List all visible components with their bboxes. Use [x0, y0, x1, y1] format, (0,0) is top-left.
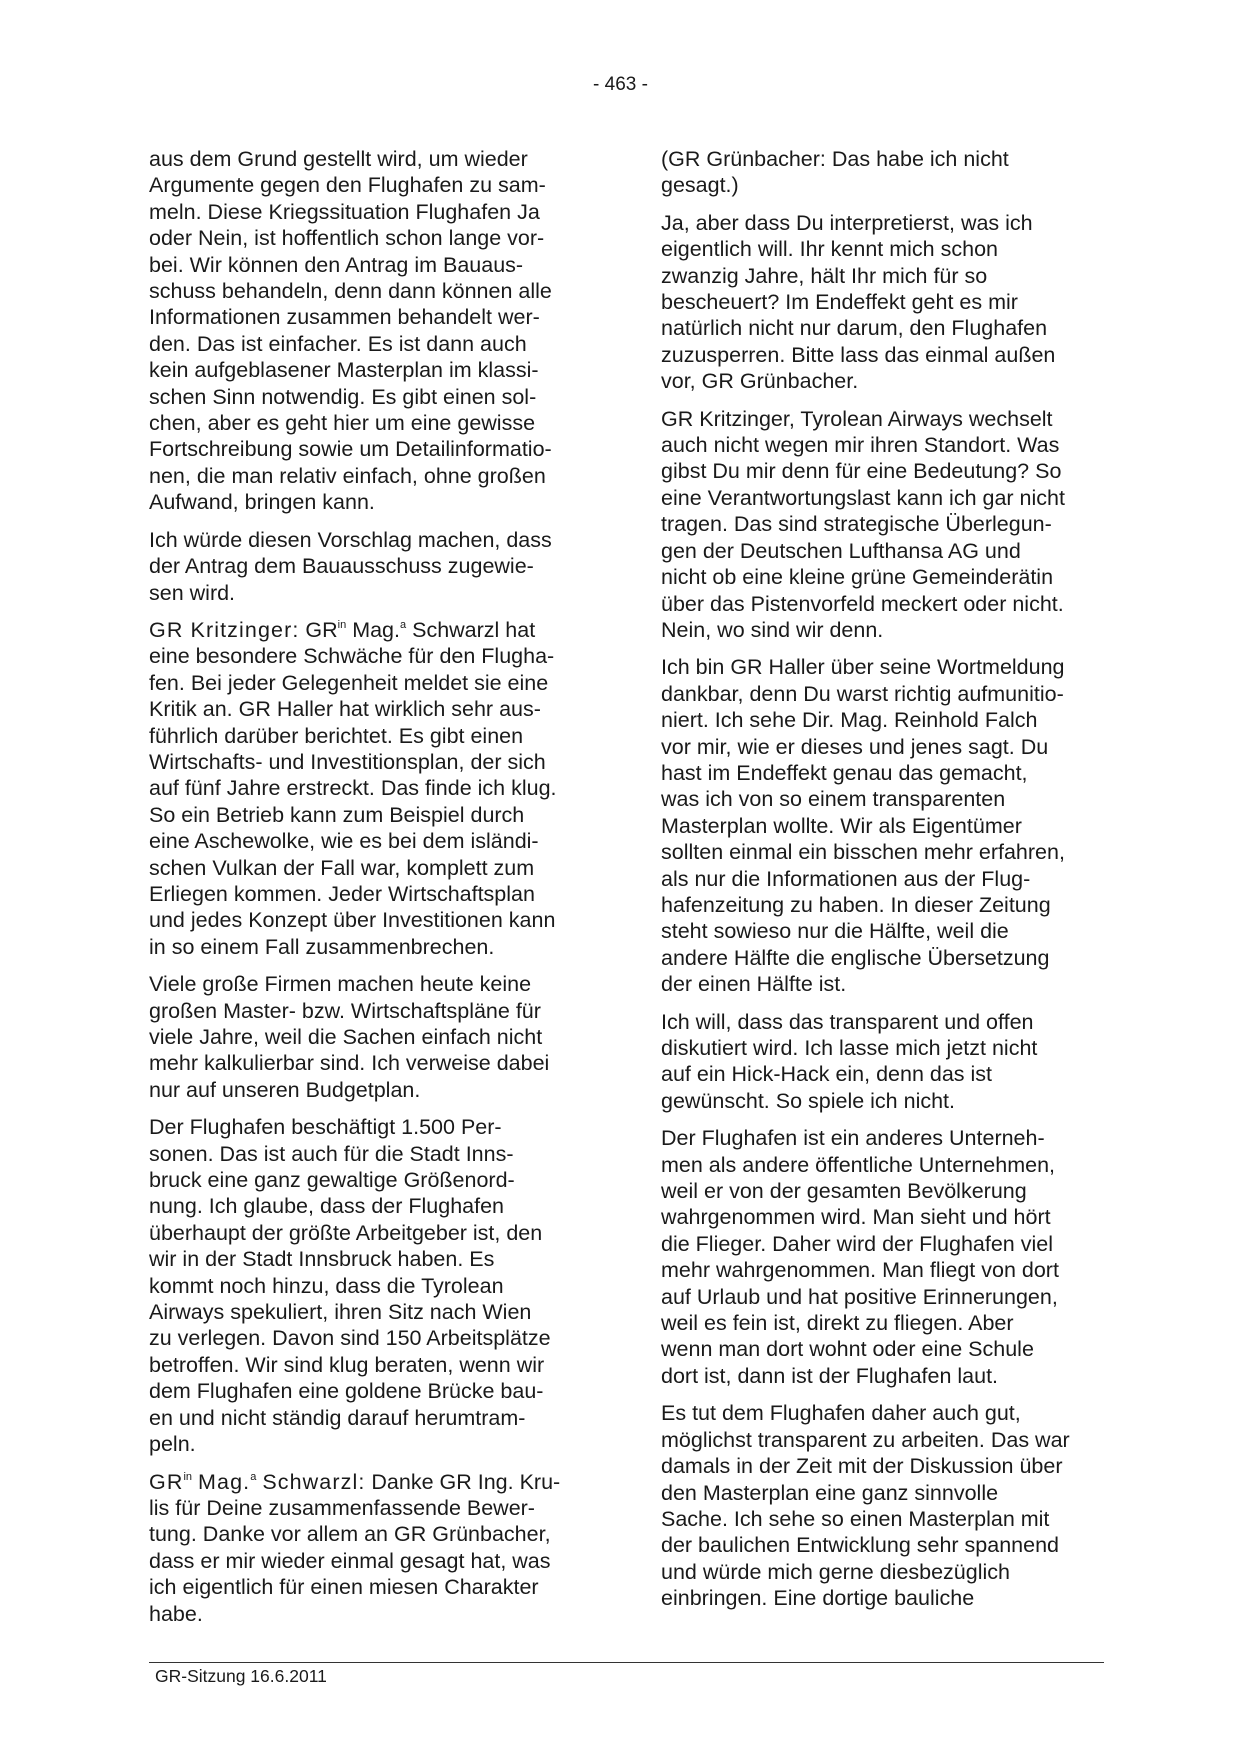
page-number: - 463 -: [593, 74, 648, 95]
paragraph-text-first: Danke GR Ing. Kru-: [371, 1469, 561, 1494]
speech-paragraph: [149, 617, 593, 960]
paragraph: Ich bin GR Haller über seine Wortmeldung dankbar, denn Du warst richtig aufmunitio- niert. Ich sehe Dir. Mag. Reinhold Falch vor mir, wie er dieses und jenes sagt. Du hast im Endeffekt genau das gemacht, was ich von so einem transparenten Masterplan wollte. Wir als Eigentümer sollten einmal ein bisschen mehr erfahren, als nur die Informationen aus der Flug- hafenzeitung zu haben. In dieser Zeitung steht sowieso nur die Hälfte, weil die andere Hälfte die englische Übersetzung der einen Hälfte ist.: [661, 655, 1065, 997]
addressee-prefix: GR: [305, 617, 338, 642]
paragraph-text: eine besondere Schwäche für den Flugha- fen. Bei jeder Gelegenheit meldet sie eine Kritik an. GR Haller hat wirklich sehr aus- führlich darüber berichtet. Es gibt einen Wirtschafts- und Investitionsplan, der sich auf fünf Jahre erstreckt. Das finde ich klug. So ein Betrieb kann zum Beispiel durch eine Aschewolke, wie es bei dem isländi- schen Vulkan der Fall war, komplett zum Erliegen kommen. Jeder Wirtschaftsplan und jedes Konzept über Investitionen kann in so einem Fall zusammenbrechen.: [149, 644, 557, 959]
footer-divider: [149, 1662, 1104, 1663]
left-column: [149, 146, 593, 1638]
speaker-name: Schwarzl:: [262, 1469, 366, 1494]
addressee-superscript: in: [337, 618, 347, 631]
paragraph: Es tut dem Flughafen daher auch gut, möglichst transparent zu arbeiten. Das war damals in der Zeit mit der Diskussion über den Masterplan eine ganz sinnvolle Sache. Ich sehe so einen Masterplan mit der baulichen Entwicklung sehr spannend und würde mich gerne diesbezüglich einbringen. Eine dortige bauliche: [661, 1401, 1070, 1611]
paragraph: Ich würde diesen Vorschlag machen, dass der Antrag dem Bauausschuss zugewie- sen wird.: [149, 527, 552, 605]
paragraph: aus dem Grund gestellt wird, um wieder Argumente gegen den Flughafen zu sam- meln. Diese Kriegssituation Flughafen Ja oder Nein, ist hoffentlich schon lange vor- bei. Wir können den Antrag im Bauaus- schuss behandeln, denn dann können alle Informationen zusammen behandelt wer- den. Das ist einfacher. Es ist dann auch kein aufgeblasener Masterplan im klassi- schen Sinn notwendig. Es gibt einen sol- chen, aber es geht hier um eine gewisse Fortschreibung sowie um Detailinformatio- nen, die man relativ einfach, ohne großen Aufwand, bringen kann.: [149, 147, 552, 515]
footer-session-label: GR-Sitzung 16.6.2011: [155, 1666, 327, 1686]
speech-paragraph: [149, 1469, 593, 1627]
speaker-superscript: in: [183, 1470, 193, 1483]
interjection-paragraph: (GR Grünbacher: Das habe ich nicht gesagt.): [661, 147, 1009, 198]
paragraph: Der Flughafen ist ein anderes Unterneh- men als andere öffentliche Unternehmen, weil er von der gesamten Bevölkerung wahrgenommen wird. Man sieht und hört die Flieger. Daher wird der Flughafen viel mehr wahrgenommen. Man fliegt von dort auf Urlaub und hat positive Erinnerungen, weil es fein ist, direkt zu fliegen. Aber wenn man dort wohnt oder eine Schule dort ist, dann ist der Flughafen laut.: [661, 1126, 1059, 1388]
addressee-title: Mag.: [352, 617, 400, 642]
paragraph: GR Kritzinger, Tyrolean Airways wechselt auch nicht wegen mir ihren Standort. Was gibst Du mir denn für eine Bedeutung? So eine Verantwortungslast kann ich gar nicht tragen. Das sind strategische Überlegun- gen der Deutschen Lufthansa AG und nicht ob eine kleine grüne Gemeinderätin über das Pistenvorfeld meckert oder nicht. Nein, wo sind wir denn.: [661, 406, 1065, 642]
paragraph: Ja, aber dass Du interpretierst, was ich eigentlich will. Ihr kennt mich schon zwanzig Jahre, hält Ihr mich für so bescheuert? Im Endeffekt geht es mir natürlich nicht nur darum, den Flughafen zuzusperren. Bitte lass das einmal außen vor, GR Grünbacher.: [661, 210, 1056, 394]
paragraph: Der Flughafen beschäftigt 1.500 Per- sonen. Das ist auch für die Stadt Inns- bruck eine ganz gewaltige Größenord- nung. Ich glaube, dass der Flughafen überhaupt der größte Arbeitgeber ist, den wir in der Stadt Innsbruck haben. Es kommt noch hinzu, dass die Tyrolean Airways spekuliert, ihren Sitz nach Wien zu verlegen. Davon sind 150 Arbeitsplätze betroffen. Wir sind klug beraten, wenn wir dem Flughafen eine goldene Brücke bau- en und nicht ständig darauf herumtram- peln.: [149, 1115, 551, 1457]
speaker-title: Mag.: [198, 1469, 251, 1494]
addressee-title-superscript: a: [400, 618, 407, 631]
right-column: [661, 146, 1105, 1623]
paragraph: Ich will, dass das transparent und offen diskutiert wird. Ich lasse mich jetzt nicht auf ein Hick-Hack ein, denn das ist gewünscht. So spiele ich nicht.: [661, 1009, 1038, 1113]
paragraph-text-first: Schwarzl hat: [412, 617, 536, 642]
speaker-title-superscript: a: [250, 1470, 257, 1483]
paragraph: Viele große Firmen machen heute keine großen Master- bzw. Wirtschaftspläne für viele Jahre, weil die Sachen einfach nicht mehr kalkulierbar sind. Ich verweise dabei nur auf unseren Budgetplan.: [149, 972, 550, 1102]
paragraph-text: lis für Deine zusammenfassende Bewer- tung. Danke vor allem an GR Grünbacher, dass er mir wieder einmal gesagt hat, was ich eigentlich für einen miesen Charakter habe.: [149, 1495, 551, 1626]
speaker-name: GR Kritzinger:: [149, 617, 300, 642]
speaker-prefix: GR: [149, 1469, 184, 1494]
